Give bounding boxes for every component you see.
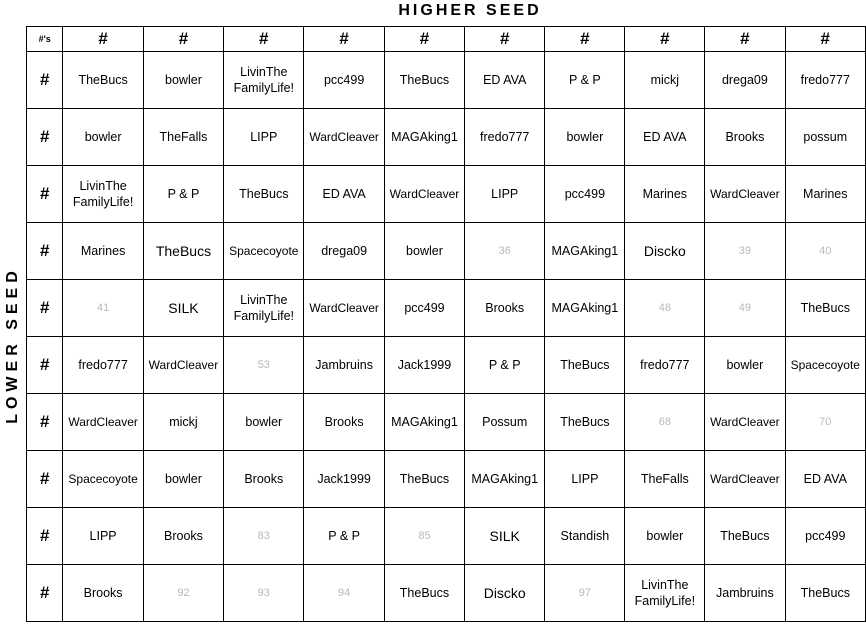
claimed-square[interactable]: drega09 bbox=[304, 223, 384, 280]
claimed-square[interactable]: LIPP bbox=[224, 109, 304, 166]
row-header-8: # bbox=[27, 451, 63, 508]
claimed-square[interactable]: Jack1999 bbox=[304, 451, 384, 508]
claimed-square[interactable]: Discko bbox=[625, 223, 705, 280]
higher-seed-title: HIGHER SEED bbox=[398, 2, 542, 19]
claimed-square[interactable]: LivinThe FamilyLife! bbox=[625, 565, 705, 622]
claimed-square[interactable]: WardCleaver bbox=[705, 394, 785, 451]
claimed-square[interactable]: Spacecoyote bbox=[63, 451, 143, 508]
claimed-square[interactable]: MAGAking1 bbox=[545, 280, 625, 337]
claimed-square[interactable]: fredo777 bbox=[785, 52, 865, 109]
claimed-square[interactable]: P & P bbox=[465, 337, 545, 394]
claimed-square[interactable]: TheBucs bbox=[705, 508, 785, 565]
claimed-square[interactable]: drega09 bbox=[705, 52, 785, 109]
row-header-1: # bbox=[27, 52, 63, 109]
claimed-square[interactable]: Jambruins bbox=[705, 565, 785, 622]
claimed-square[interactable]: TheBucs bbox=[224, 166, 304, 223]
claimed-square[interactable]: WardCleaver bbox=[304, 280, 384, 337]
open-square[interactable]: 53 bbox=[224, 337, 304, 394]
open-square[interactable]: 68 bbox=[625, 394, 705, 451]
claimed-square[interactable]: ED AVA bbox=[304, 166, 384, 223]
column-header-4: # bbox=[304, 27, 384, 52]
row-header-9: # bbox=[27, 508, 63, 565]
squares-grid bbox=[26, 26, 866, 622]
claimed-square[interactable]: bowler bbox=[63, 109, 143, 166]
claimed-square[interactable]: Brooks bbox=[304, 394, 384, 451]
claimed-square[interactable]: LivinThe FamilyLife! bbox=[224, 52, 304, 109]
claimed-square[interactable]: TheBucs bbox=[785, 280, 865, 337]
claimed-square[interactable]: pcc499 bbox=[304, 52, 384, 109]
claimed-square[interactable]: Standish bbox=[545, 508, 625, 565]
claimed-square[interactable]: pcc499 bbox=[384, 280, 464, 337]
claimed-square[interactable]: TheBucs bbox=[384, 451, 464, 508]
open-square[interactable]: 85 bbox=[384, 508, 464, 565]
claimed-square[interactable]: mickj bbox=[143, 394, 223, 451]
claimed-square[interactable]: fredo777 bbox=[625, 337, 705, 394]
claimed-square[interactable]: TheBucs bbox=[384, 52, 464, 109]
claimed-square[interactable]: LIPP bbox=[63, 508, 143, 565]
claimed-square[interactable]: TheBucs bbox=[63, 52, 143, 109]
claimed-square[interactable]: Brooks bbox=[224, 451, 304, 508]
column-header-2: # bbox=[143, 27, 223, 52]
claimed-square[interactable]: TheBucs bbox=[545, 337, 625, 394]
claimed-square[interactable]: WardCleaver bbox=[384, 166, 464, 223]
claimed-square[interactable]: Marines bbox=[625, 166, 705, 223]
claimed-square[interactable]: pcc499 bbox=[785, 508, 865, 565]
claimed-square[interactable]: MAGAking1 bbox=[465, 451, 545, 508]
open-square[interactable]: 70 bbox=[785, 394, 865, 451]
claimed-square[interactable]: MAGAking1 bbox=[384, 109, 464, 166]
claimed-square[interactable]: bowler bbox=[625, 508, 705, 565]
open-square[interactable]: 48 bbox=[625, 280, 705, 337]
claimed-square[interactable]: SILK bbox=[143, 280, 223, 337]
row-header-7: # bbox=[27, 394, 63, 451]
claimed-square[interactable]: Spacecoyote bbox=[224, 223, 304, 280]
grid-row bbox=[27, 280, 866, 337]
claimed-square[interactable]: pcc499 bbox=[545, 166, 625, 223]
claimed-square[interactable]: WardCleaver bbox=[304, 109, 384, 166]
claimed-square[interactable]: ED AVA bbox=[625, 109, 705, 166]
open-square[interactable]: 36 bbox=[465, 223, 545, 280]
claimed-square[interactable]: Spacecoyote bbox=[785, 337, 865, 394]
claimed-square[interactable]: Brooks bbox=[705, 109, 785, 166]
claimed-square[interactable]: Marines bbox=[63, 223, 143, 280]
column-header-8: # bbox=[625, 27, 705, 52]
claimed-square[interactable]: bowler bbox=[143, 52, 223, 109]
claimed-square[interactable]: WardCleaver bbox=[705, 451, 785, 508]
claimed-square[interactable]: mickj bbox=[625, 52, 705, 109]
open-square[interactable]: 92 bbox=[143, 565, 223, 622]
row-header-10: # bbox=[27, 565, 63, 622]
claimed-square[interactable]: Brooks bbox=[465, 280, 545, 337]
claimed-square[interactable]: bowler bbox=[705, 337, 785, 394]
claimed-square[interactable]: Brooks bbox=[63, 565, 143, 622]
claimed-square[interactable]: TheBucs bbox=[545, 394, 625, 451]
claimed-square[interactable]: TheFalls bbox=[143, 109, 223, 166]
corner-label: #'s bbox=[27, 27, 63, 52]
claimed-square[interactable]: WardCleaver bbox=[705, 166, 785, 223]
claimed-square[interactable]: MAGAking1 bbox=[545, 223, 625, 280]
column-header-5: # bbox=[384, 27, 464, 52]
column-header-1: # bbox=[63, 27, 143, 52]
lower-seed-title: LOWER SEED bbox=[4, 266, 21, 424]
grid-row bbox=[27, 337, 866, 394]
claimed-square[interactable]: bowler bbox=[384, 223, 464, 280]
grid-row bbox=[27, 52, 866, 109]
claimed-square[interactable]: ED AVA bbox=[785, 451, 865, 508]
claimed-square[interactable]: fredo777 bbox=[63, 337, 143, 394]
claimed-square[interactable]: TheFalls bbox=[625, 451, 705, 508]
claimed-square[interactable]: WardCleaver bbox=[143, 337, 223, 394]
row-header-3: # bbox=[27, 166, 63, 223]
column-header-6: # bbox=[465, 27, 545, 52]
claimed-square[interactable]: Marines bbox=[785, 166, 865, 223]
column-header-3: # bbox=[224, 27, 304, 52]
grid-row bbox=[27, 109, 866, 166]
claimed-square[interactable]: Brooks bbox=[143, 508, 223, 565]
claimed-square[interactable]: ED AVA bbox=[465, 52, 545, 109]
grid-row bbox=[27, 394, 866, 451]
open-square[interactable]: 83 bbox=[224, 508, 304, 565]
claimed-square[interactable]: P & P bbox=[545, 52, 625, 109]
claimed-square[interactable]: fredo777 bbox=[465, 109, 545, 166]
claimed-square[interactable]: possum bbox=[785, 109, 865, 166]
claimed-square[interactable]: bowler bbox=[143, 451, 223, 508]
open-square[interactable]: 97 bbox=[545, 565, 625, 622]
open-square[interactable]: 39 bbox=[705, 223, 785, 280]
row-header-2: # bbox=[27, 109, 63, 166]
claimed-square[interactable]: bowler bbox=[545, 109, 625, 166]
column-header-7: # bbox=[545, 27, 625, 52]
open-square[interactable]: 41 bbox=[63, 280, 143, 337]
claimed-square[interactable]: TheBucs bbox=[143, 223, 223, 280]
row-header-4: # bbox=[27, 223, 63, 280]
claimed-square[interactable]: bowler bbox=[224, 394, 304, 451]
claimed-square[interactable]: Jack1999 bbox=[384, 337, 464, 394]
row-header-6: # bbox=[27, 337, 63, 394]
grid-row bbox=[27, 565, 866, 622]
column-header-10: # bbox=[785, 27, 865, 52]
claimed-square[interactable]: Possum bbox=[465, 394, 545, 451]
claimed-square[interactable]: LIPP bbox=[465, 166, 545, 223]
claimed-square[interactable]: Discko bbox=[465, 565, 545, 622]
grid-row bbox=[27, 223, 866, 280]
open-square[interactable]: 93 bbox=[224, 565, 304, 622]
open-square[interactable]: 49 bbox=[705, 280, 785, 337]
grid-row bbox=[27, 451, 866, 508]
claimed-square[interactable]: SILK bbox=[465, 508, 545, 565]
grid-row bbox=[27, 166, 866, 223]
claimed-square[interactable]: P & P bbox=[304, 508, 384, 565]
column-header-9: # bbox=[705, 27, 785, 52]
claimed-square[interactable]: P & P bbox=[143, 166, 223, 223]
grid-row bbox=[27, 508, 866, 565]
claimed-square[interactable]: WardCleaver bbox=[63, 394, 143, 451]
open-square[interactable]: 94 bbox=[304, 565, 384, 622]
claimed-square[interactable]: LivinThe FamilyLife! bbox=[224, 280, 304, 337]
open-square[interactable]: 40 bbox=[785, 223, 865, 280]
row-header-5: # bbox=[27, 280, 63, 337]
claimed-square[interactable]: TheBucs bbox=[785, 565, 865, 622]
claimed-square[interactable]: LIPP bbox=[545, 451, 625, 508]
claimed-square[interactable]: Jambruins bbox=[304, 337, 384, 394]
header-row bbox=[27, 27, 866, 52]
claimed-square[interactable]: TheBucs bbox=[384, 565, 464, 622]
claimed-square[interactable]: LivinThe FamilyLife! bbox=[63, 166, 143, 223]
claimed-square[interactable]: MAGAking1 bbox=[384, 394, 464, 451]
